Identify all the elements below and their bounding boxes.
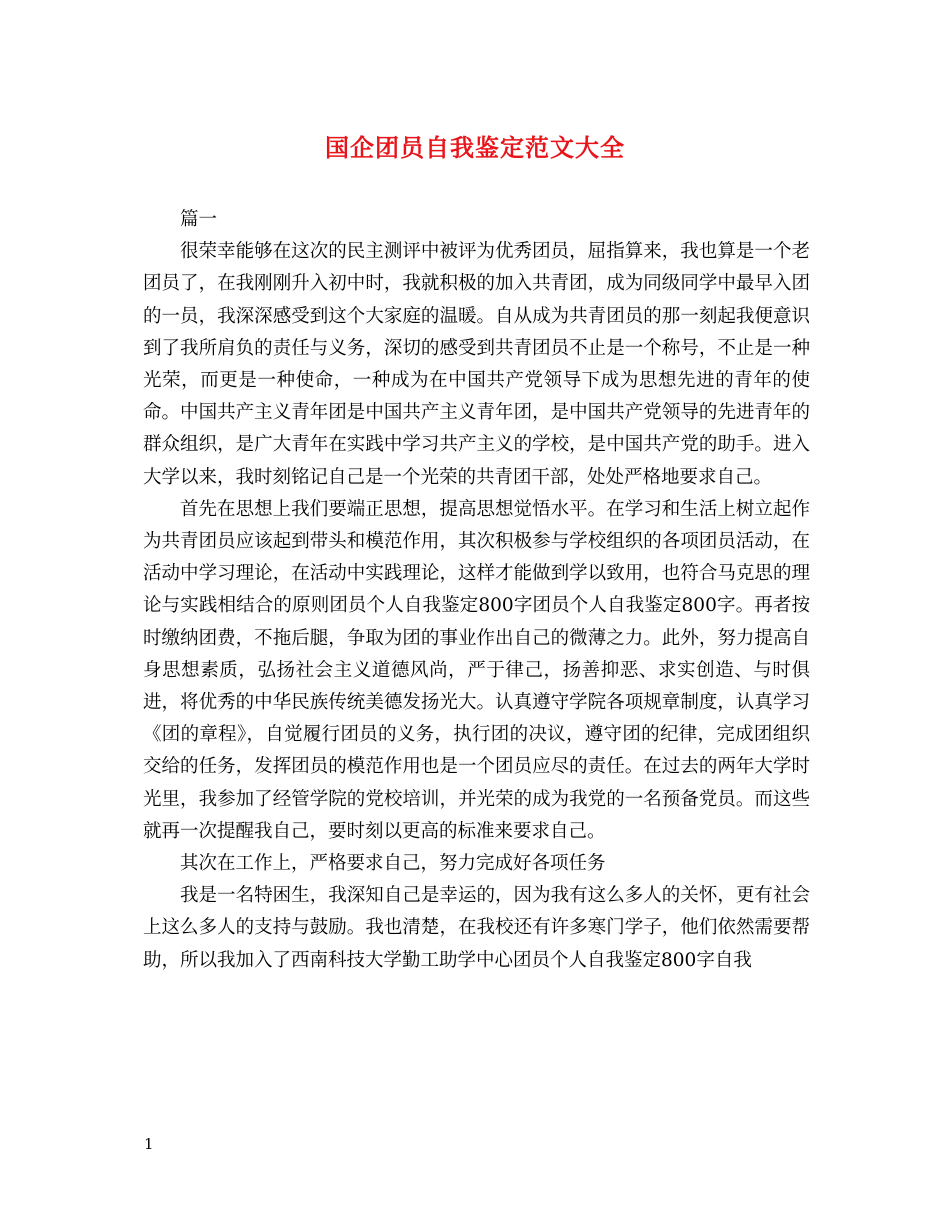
paragraph: 我是一名特困生，我深知自己是幸运的，因为我有这么多人的关怀，更有社会上这么多人的支持与鼓励。我也清楚，在我校还有许多寒门学子，他们依然需要帮助，所以我加入了西南科技大学勤工助学中心团员个人自我鉴定800字自我 [143, 885, 810, 971]
paragraph: 很荣幸能够在这次的民主测评中被评为优秀团员，屈指算来，我也算是一个老团员了，在我刚刚升入初中时，我就积极的加入共青团，成为同级同学中最早入团的一员，我深深感受到这个大家庭的温暖。自从成为共青团员的那一刻起我便意识到了我所肩负的责任与义务，深切的感受到共青团员不止是一个称号，不止是一种光荣，而更是一种使命，一种成为在中国共产党领导下成为思想先进的青年的使命。中国共产主义青年团是中国共产主义青年团，是中国共产党领导的先进青年的群众组织，是广大青年在实践中学习共产主义的学校，是中国共产党的助手。进入大学以来，我时刻铭记自己是一个光荣的共青团干部，处处严格地要求自己。 [143, 241, 810, 488]
document-body [143, 204, 810, 977]
paragraph-section-heading: 篇一 [180, 209, 218, 230]
document-title: 国企团员自我鉴定范文大全 [325, 133, 625, 162]
paragraph: 其次在工作上，严格要求自己，努力完成好各项任务 [180, 853, 606, 875]
paragraph: 首先在思想上我们要端正思想，提高思想觉悟水平。在学习和生活上树立起作为共青团员应该起到带头和模范作用，其次积极参与学校组织的各项团员活动，在活动中学习理论，在活动中实践理论，这样才能做到学以致用，也符合马克思的理论与实践相结合的原则团员个人自我鉴定800字团员个人自我鉴定800字。再者按时缴纳团费，不拖后腿，争取为团的事业作出自己的微薄之力。此外，努力提高自身思想素质，弘扬社会主义道德风尚，严于律己，扬善抑恶、求实创造、与时俱进，将优秀的中华民族传统美德发扬光大。认真遵守学院各项规章制度，认真学习《团的章程》，自觉履行团员的义务，执行团的决议，遵守团的纪律，完成团组织交给的任务，发挥团员的模范作用也是一个团员应尽的责任。在过去的两年大学时光里，我参加了经管学院的党校培训，并光荣的成为我党的一名预备党员。而这些就再一次提醒我自己，要时刻以更高的标准来要求自己。 [143, 498, 810, 842]
page-number: 1 [144, 1135, 154, 1153]
